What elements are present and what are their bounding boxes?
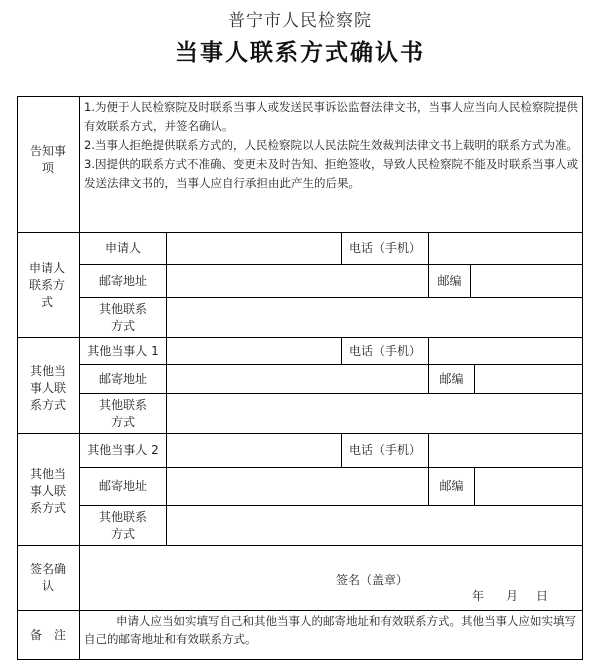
notice-label: 告知事项 bbox=[29, 144, 66, 175]
other-party-1-postcode-label: 邮编 bbox=[439, 371, 464, 386]
signature-section-label: 签名确认 bbox=[29, 562, 66, 593]
notice-item-1: 1.为便于人民检察院及时联系当事人或发送民事诉讼监督法律文书，当事人应当向人民检察院提供有效联系方式，并签名确认。 bbox=[84, 100, 578, 133]
other-party-2-phone-label: 电话（手机） bbox=[348, 443, 421, 457]
other-party-2-phone-field[interactable] bbox=[429, 434, 582, 467]
remarks-label: 备 注 bbox=[29, 627, 66, 642]
applicant-name-field[interactable] bbox=[167, 233, 341, 264]
other-party-1-phone-label: 电话（手机） bbox=[348, 343, 421, 358]
page-title: 当事人联系方式确认书 bbox=[175, 40, 425, 66]
date-day-label: 日 bbox=[536, 589, 549, 603]
organization-name: 普宁市人民检察院 bbox=[228, 11, 372, 31]
applicant-name-label: 申请人 bbox=[104, 241, 141, 255]
other-party-2-address-label: 邮寄地址 bbox=[98, 479, 147, 493]
other-party-1-name-label: 其他当事人 1 bbox=[87, 343, 159, 358]
date-month-label: 月 bbox=[506, 589, 519, 603]
notice-item-2: 2.当事人拒绝提供联系方式的，人民检察院以人民法院生效裁判法律文书上载明的联系方式为准。 bbox=[84, 138, 578, 152]
remarks-text: 申请人应当如实填写自己和其他当事人的邮寄地址和有效联系方式。其他当事人应如实填写自己的邮寄地址和有效联系方式。 bbox=[84, 614, 576, 646]
other-party-1-name-field[interactable] bbox=[167, 338, 341, 364]
applicant-phone-label: 电话（手机） bbox=[348, 241, 421, 255]
applicant-postcode-label: 邮编 bbox=[437, 273, 462, 288]
other-party-1-other-contact-field[interactable] bbox=[167, 394, 582, 433]
other-party-2-section-label: 其他当事人联系方式 bbox=[29, 466, 66, 515]
applicant-other-contact-field[interactable] bbox=[167, 298, 582, 337]
applicant-address-field[interactable] bbox=[167, 265, 428, 297]
applicant-address-label: 邮寄地址 bbox=[98, 273, 147, 288]
other-party-2-name-label: 其他当事人 2 bbox=[87, 443, 159, 457]
signature-label: 签名（盖章） bbox=[336, 573, 409, 587]
applicant-phone-field[interactable] bbox=[429, 233, 582, 264]
other-party-1-address-field[interactable] bbox=[167, 365, 428, 393]
other-party-2-postcode-label: 邮编 bbox=[439, 479, 464, 493]
other-party-2-other-contact-label: 其他联系方式 bbox=[98, 509, 147, 541]
notice-list bbox=[84, 98, 578, 193]
other-party-1-section-label: 其他当事人联系方式 bbox=[29, 363, 66, 412]
other-party-1-other-contact-label: 其他联系方式 bbox=[98, 397, 147, 429]
other-party-1-postcode-field[interactable] bbox=[475, 365, 582, 393]
row-divider bbox=[17, 610, 583, 611]
applicant-section-label: 申请人联系方式 bbox=[28, 260, 65, 309]
date-year-label: 年 bbox=[472, 589, 485, 603]
other-party-1-phone-field[interactable] bbox=[429, 338, 582, 364]
other-party-2-postcode-field[interactable] bbox=[475, 468, 582, 505]
other-party-2-name-field[interactable] bbox=[167, 434, 341, 467]
other-party-2-address-field[interactable] bbox=[167, 468, 428, 505]
applicant-other-contact-label: 其他联系方式 bbox=[98, 301, 147, 333]
other-party-1-address-label: 邮寄地址 bbox=[98, 371, 147, 386]
notice-item-3: 3.因提供的联系方式不准确、变更未及时告知、拒绝签收，导致人民检察院不能及时联系当事人或发送法律文书的，当事人应自行承担由此产生的后果。 bbox=[84, 157, 578, 190]
other-party-2-other-contact-field[interactable] bbox=[167, 506, 582, 545]
applicant-postcode-field[interactable] bbox=[471, 265, 582, 297]
